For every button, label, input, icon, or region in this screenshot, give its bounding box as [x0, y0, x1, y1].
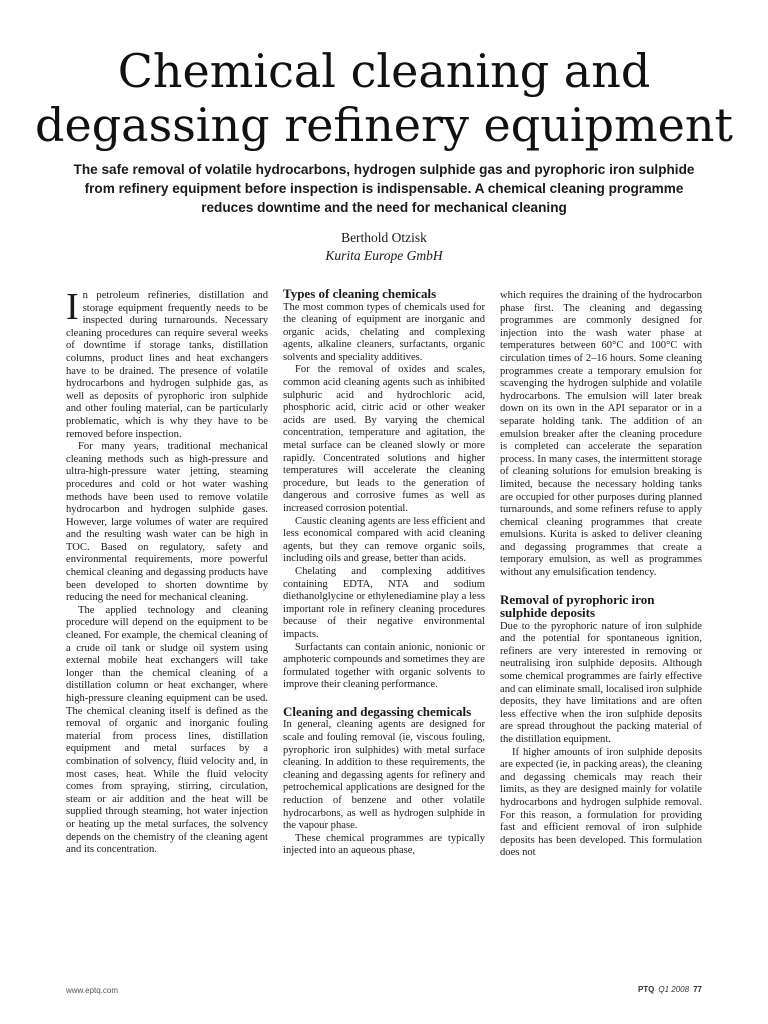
- paragraph: The applied technology and cleaning procedure will depend on the equipment to be cleaned. For example, the chemical cleaning of a crude oil tank or sludge oil system using external mobile heat exchangers will take longer than the chemical cleaning of a distillation column or heat exchanger, where high-pressure cleaning equipment can be used. The chemical cleaning itself is defined as the removal of organic and inorganic fouling material from process lines, distillation equipment and metal surfaces by a combination of solvency, fluid velocity and, in most cases, heat. While the fluid velocity comes from spraying, stirring, circulation, steam or air addition and the heat will be supplied through steaming, hot water injection or heating up the metal surfaces, the solvency depends on the chemistry of the cleaning agent and its concentration.: [66, 604, 268, 856]
- paragraph: These chemical programmes are typically injected into an aqueous phase,: [283, 832, 485, 857]
- paragraph: For many years, traditional mechanical cleaning methods such as high-pressure and ultra-high-pressure water jetting, steaming procedures and cold or hot water washing methods have been used to remove volatile hydrocarbon and hydrogen sulphide gases. However, large volumes of water are required and the resulting wash water can be high in TOC. Based on regulatory, safety and environmental requirements, more powerful chemical cleaning and degassing products have been developed to shorten downtime by reducing the need for mechanical cleaning.: [66, 441, 268, 604]
- column-1: [66, 286, 268, 857]
- footer-website: www.eptq.com: [66, 986, 119, 995]
- paragraph-text: n petroleum refineries, distillation and storage equipment frequently needs to be inspected during turnarounds. Necessary cleaning procedures can require several weeks of downtime if storage tanks, distillation columns, product lines and heat exchangers have to be drained. The presence of volatile hydrocarbons and hydrogen sulphide gas, as well as deposits of pyrophoric iron sulphide and other fouling material, can be particularly problematic, which is why they have to be removed before inspection.: [66, 290, 268, 440]
- publication-name: PTQ: [637, 985, 655, 994]
- paragraph: For the removal of oxides and scales, common acid cleaning agents such as inhibited sulphuric acid and hydrochloric acid, phosphoric acid, citric acid or other weaker acids are used. By varying the chemical concentration, temperature and agitation, the metal surface can be cleaned slowly or more rapidly. Concentrated solutions and higher temperatures will accelerate the cleaning procedure, but leads to the generation of dangerous and corrosive fumes as well as increased corrosion potential.: [283, 364, 485, 514]
- paragraph: If higher amounts of iron sulphide deposits are expected (ie, in packing areas), the cleaning and degassing chemicals may reach their limits, as they are designed mainly for volatile hydrocarbons and hydrogen sulphide removal. For this reason, a formulation for providing fast and efficient removal of iron sulphide deposits has been developed. This formulation does not: [500, 746, 702, 859]
- issue-label: Q1 2008: [658, 985, 690, 994]
- author-name: Berthold Otzisk: [341, 230, 427, 245]
- paragraph: Due to the pyrophoric nature of iron sulphide and the potential for spontaneous ignition, refiners are very interested in removing or neutralising iron sulphide deposits. Although some chemical programmes are fairly effective and can eliminate small, localised iron sulphide deposits, they have limitations and are often less effective when the iron sulphide deposits are spread throughout the packing material of the distillation equipment.: [500, 620, 702, 745]
- section-heading: Removal of pyrophoric iron sulphide deposits: [500, 591, 655, 621]
- paragraph: The most common types of chemicals used for the cleaning of equipment are inorganic and organic acids, chelating and complexing agents, alkaline cleaners, surfactants, organic solvents and speciality additives.: [283, 301, 485, 363]
- article-standfirst: The safe removal of volatile hydrocarbons, hydrogen sulphide gas and pyrophoric iron sulphide from refinery equipment before inspection is indispensable. A chemical cleaning programme reduces downtime and the need for mechanical cleaning: [73, 162, 695, 215]
- article-title: Chemical cleaning and degassing refinery equipment: [35, 44, 733, 152]
- column-2: [283, 287, 485, 858]
- column-3: [500, 290, 702, 860]
- paragraph: Surfactants can contain anionic, nonionic or amphoteric compounds and sometimes they are formulated together with organic solvents to improve their cleaning performance.: [283, 641, 485, 691]
- author-affiliation: Kurita Europe GmbH: [325, 248, 443, 263]
- paragraph: Chelating and complexing additives containing EDTA, NTA and sodium diethanolglycine or ethylenediamine play a less important role in refinery cleaning procedures because of their negative environmental impacts.: [283, 565, 485, 640]
- section-heading: Types of cleaning chemicals: [283, 286, 437, 301]
- paragraph: Caustic cleaning agents are less efficient and less economical compared with acid cleaning agents, but they can remove organic soils, including oils and grease, better than acids.: [283, 515, 485, 565]
- paragraph: which requires the draining of the hydrocarbon phase first. The cleaning and degassing programmes are commonly designed for injection into the wash water phase at temperatures between 60°C and 100°C with circulation times of 2–16 hours. Some cleaning programmes create a temporary emulsion for scavenging the hydrogen sulphide and volatile hydrocarbons. The emulsion will later break down on its own in the API separator or in a separate holding tank. The addition of an emulsion breaker after the cleaning procedure is completed can accelerate the separation process. In many cases, the intermittent storage of cleaning solutions for emulsion breaking is limited, because the necessary holding tanks are occupied for other purposes during planned turnarounds, and some refiners refuse to apply chemical cleaning programmes that create emulsions. Kurita is asked to deliver cleaning and degassing programmes that create a temporary emulsion, as well as programmes without any emulsification tendency.: [500, 290, 702, 579]
- drop-cap: I: [66, 286, 79, 328]
- footer-page-info: [638, 985, 702, 994]
- page-number: 77: [693, 985, 702, 994]
- section-heading: Cleaning and degassing chemicals: [283, 703, 472, 719]
- paragraph: In general, cleaning agents are designed for scale and fouling removal (ie, viscous fouling, pyrophoric iron sulphides) with metal surface cleaning. In addition to these requirements, the cleaning and degassing agents for refinery and petrochemical applications are designed for the reduction of benzene and other volatile hydrocarbons, as well as hydrogen sulphide in the vapour phase.: [283, 719, 485, 832]
- paragraph: [66, 286, 268, 441]
